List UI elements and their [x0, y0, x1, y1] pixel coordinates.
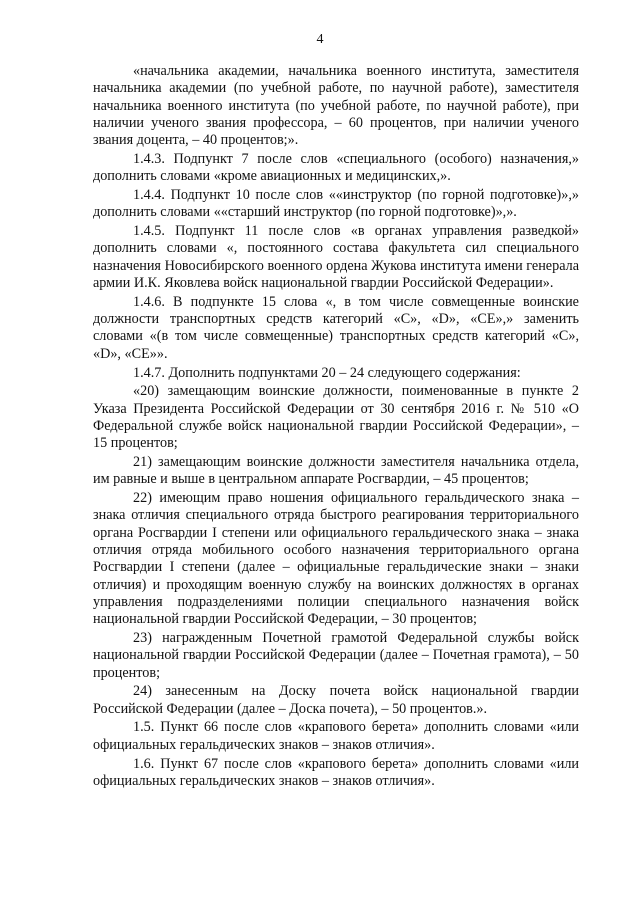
paragraph-1-4-5: 1.4.5. Подпункт 11 после слов «в органах управления разведкой» дополнить словами «, постоянного состава факультета сил специального назначения Новосибирского военного ордена Жукова института имени генерала армии И.К. Яковлева войск национальной гвардии Российской Федерации». [93, 223, 579, 292]
page-number: 4 [316, 32, 324, 47]
paragraph-1-6: 1.6. Пункт 67 после слов «крапового берета» дополнить словами «или официальных геральдических знаков – знаков отличия». [93, 755, 579, 789]
paragraph-1-4-3: 1.4.3. Подпункт 7 после слов «специального (особого) назначения,» дополнить словами «кроме авиационных и медицинских,». [93, 150, 579, 185]
paragraph-1-5: 1.5. Пункт 66 после слов «крапового берета» дополнить словами «или официальных геральдических знаков – знаков отличия». [93, 719, 579, 753]
document-body [93, 63, 579, 792]
paragraph-1-4-7: 1.4.7. Дополнить подпунктами 20 – 24 следующего содержания: [133, 364, 521, 381]
subparagraph-24: 24) занесенным на Доску почета войск национальной гвардии Российской Федерации (далее – Доска почета), – 50 процентов.». [93, 683, 579, 717]
paragraph-1-4-4: 1.4.4. Подпункт 10 после слов ««инструктор (по горной подготовке)»,» дополнить словами ««старший инструктор (по горной подготовке)»,». [93, 187, 579, 221]
paragraph-continuation-quote: «начальника академии, начальника военного института, заместителя начальника академии (по учебной работе, по научной работе), заместителя начальника военного института (по учебной работе, по научной работе), при наличии ученого звания профессора, – 60 процентов, при наличии ученого звания доцента, – 40 процентов;». [93, 63, 579, 149]
subparagraph-21: 21) замещающим воинские должности заместителя начальника отдела, им равные и выше в центральном аппарате Росгвардии, – 45 процентов; [93, 454, 579, 488]
subparagraph-23: 23) награжденным Почетной грамотой Федеральной службы войск национальной гвардии Российской Федерации (далее – Почетная грамота), – 50 процентов; [93, 630, 579, 681]
subparagraph-22: 22) имеющим право ношения официального геральдического знака – знака отличия специального отряда быстрого реагирования территориального органа Росгвардии I степени или официального геральдического знака – знака отличия отряда мобильного особого назначения территориального органа Росгвардии I степени (далее – официальные геральдические знаки – знаки отличия) и проходящим военную службу на воинских должностях в органах управления подразделениями полиции специального назначения войск национальной гвардии Российской Федерации, – 30 процентов; [93, 490, 579, 628]
subparagraph-20: «20) замещающим воинские должности, поименованные в пункте 2 Указа Президента Российской Федерации от 30 сентября 2016 г. № 510 «О Федеральной службе войск национальной гвардии Российской Федерации», – 15 процентов; [93, 383, 579, 452]
paragraph-1-4-6: 1.4.6. В подпункте 15 слова «, в том числе совмещенные воинские должности транспортных средств категорий «C», «D», «CE»,» заменить словами «(в том числе совмещенные) транспортных средств категорий «C», «D», «CE»». [93, 293, 579, 362]
